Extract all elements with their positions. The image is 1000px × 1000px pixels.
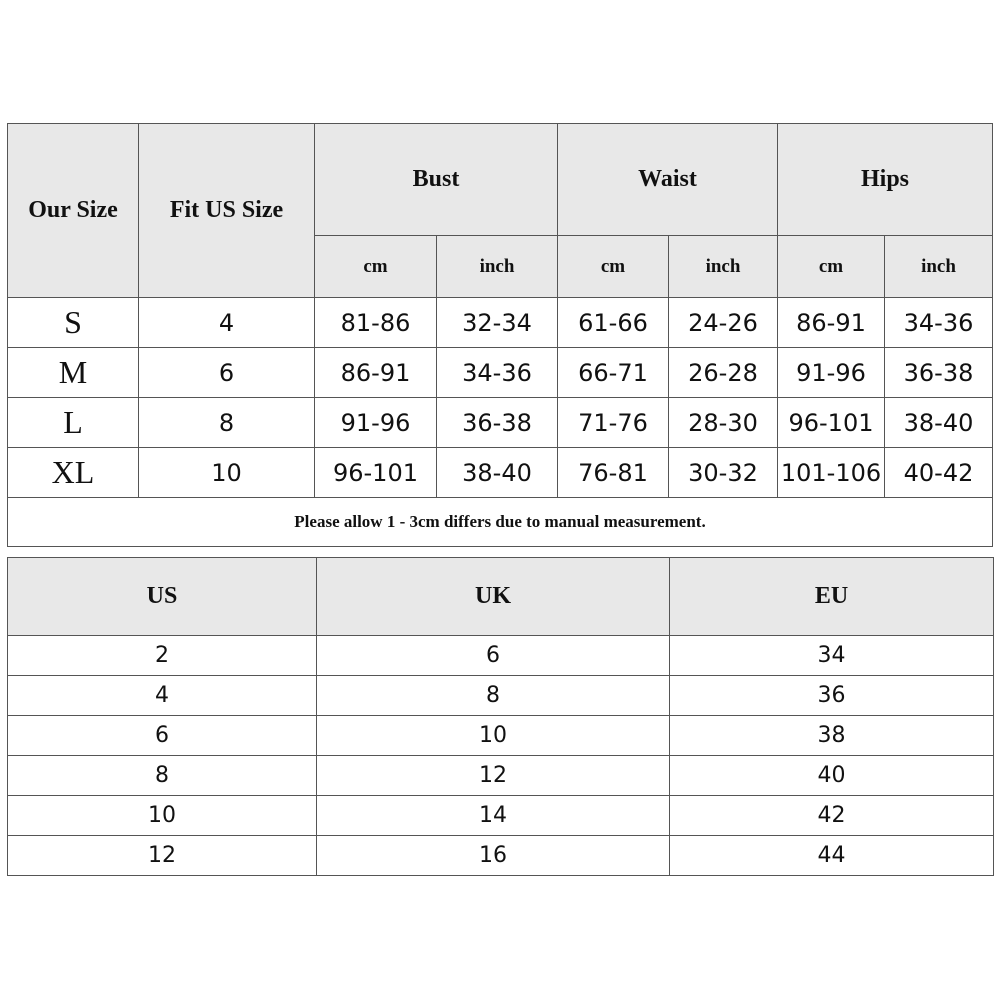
uk-cell: 10 xyxy=(317,716,670,756)
hips-header: Hips xyxy=(778,124,993,236)
uk-cell: 6 xyxy=(317,636,670,676)
size-cell: S xyxy=(8,298,139,348)
waist-cm-cell: 61-66 xyxy=(558,298,669,348)
bust-cm-cell: 81-86 xyxy=(315,298,437,348)
bust-inch-cell: 38-40 xyxy=(437,448,558,498)
bust-cm-header: cm xyxy=(315,236,437,298)
hips-cm-cell: 86-91 xyxy=(778,298,885,348)
table-row xyxy=(8,298,993,348)
bust-cm-cell: 96-101 xyxy=(315,448,437,498)
us-size-cell: 10 xyxy=(139,448,315,498)
table-row xyxy=(8,796,994,836)
hips-cm-cell: 96-101 xyxy=(778,398,885,448)
bust-inch-cell: 34-36 xyxy=(437,348,558,398)
waist-cm-cell: 76-81 xyxy=(558,448,669,498)
us-size-cell: 6 xyxy=(139,348,315,398)
waist-inch-header: inch xyxy=(669,236,778,298)
bust-cm-cell: 91-96 xyxy=(315,398,437,448)
size-conversion-table xyxy=(7,557,994,876)
us-header: US xyxy=(8,558,317,636)
hips-cm-cell: 91-96 xyxy=(778,348,885,398)
hips-inch-header: inch xyxy=(885,236,993,298)
size-cell: M xyxy=(8,348,139,398)
hips-cm-header: cm xyxy=(778,236,885,298)
us-cell: 12 xyxy=(8,836,317,876)
us-cell: 6 xyxy=(8,716,317,756)
hips-inch-cell: 40-42 xyxy=(885,448,993,498)
measurement-note: Please allow 1 - 3cm differs due to manual measurement. xyxy=(8,498,993,547)
waist-inch-cell: 24-26 xyxy=(669,298,778,348)
uk-header: UK xyxy=(317,558,670,636)
waist-cm-cell: 71-76 xyxy=(558,398,669,448)
waist-cm-header: cm xyxy=(558,236,669,298)
us-cell: 10 xyxy=(8,796,317,836)
us-cell: 8 xyxy=(8,756,317,796)
bust-inch-header: inch xyxy=(437,236,558,298)
waist-inch-cell: 26-28 xyxy=(669,348,778,398)
us-size-cell: 8 xyxy=(139,398,315,448)
hips-inch-cell: 38-40 xyxy=(885,398,993,448)
table-row xyxy=(8,398,993,448)
hips-inch-cell: 36-38 xyxy=(885,348,993,398)
table-row xyxy=(8,756,994,796)
our-size-header: Our Size xyxy=(8,124,139,298)
us-cell: 2 xyxy=(8,636,317,676)
table-row xyxy=(8,676,994,716)
table-row xyxy=(8,836,994,876)
bust-header: Bust xyxy=(315,124,558,236)
table-row xyxy=(8,448,993,498)
table-row xyxy=(8,348,993,398)
bust-inch-cell: 32-34 xyxy=(437,298,558,348)
fit-us-size-header: Fit US Size xyxy=(139,124,315,298)
eu-cell: 40 xyxy=(670,756,994,796)
table-row xyxy=(8,716,994,756)
size-cell: L xyxy=(8,398,139,448)
waist-cm-cell: 66-71 xyxy=(558,348,669,398)
hips-cm-cell: 101-106 xyxy=(778,448,885,498)
size-cell: XL xyxy=(8,448,139,498)
uk-cell: 8 xyxy=(317,676,670,716)
uk-cell: 14 xyxy=(317,796,670,836)
hips-inch-cell: 34-36 xyxy=(885,298,993,348)
us-size-cell: 4 xyxy=(139,298,315,348)
size-chart-table xyxy=(7,123,993,547)
waist-inch-cell: 30-32 xyxy=(669,448,778,498)
bust-cm-cell: 86-91 xyxy=(315,348,437,398)
eu-cell: 42 xyxy=(670,796,994,836)
waist-header: Waist xyxy=(558,124,778,236)
table-row xyxy=(8,636,994,676)
bust-inch-cell: 36-38 xyxy=(437,398,558,448)
uk-cell: 16 xyxy=(317,836,670,876)
eu-cell: 44 xyxy=(670,836,994,876)
waist-inch-cell: 28-30 xyxy=(669,398,778,448)
uk-cell: 12 xyxy=(317,756,670,796)
eu-cell: 34 xyxy=(670,636,994,676)
eu-cell: 36 xyxy=(670,676,994,716)
us-cell: 4 xyxy=(8,676,317,716)
eu-header: EU xyxy=(670,558,994,636)
eu-cell: 38 xyxy=(670,716,994,756)
